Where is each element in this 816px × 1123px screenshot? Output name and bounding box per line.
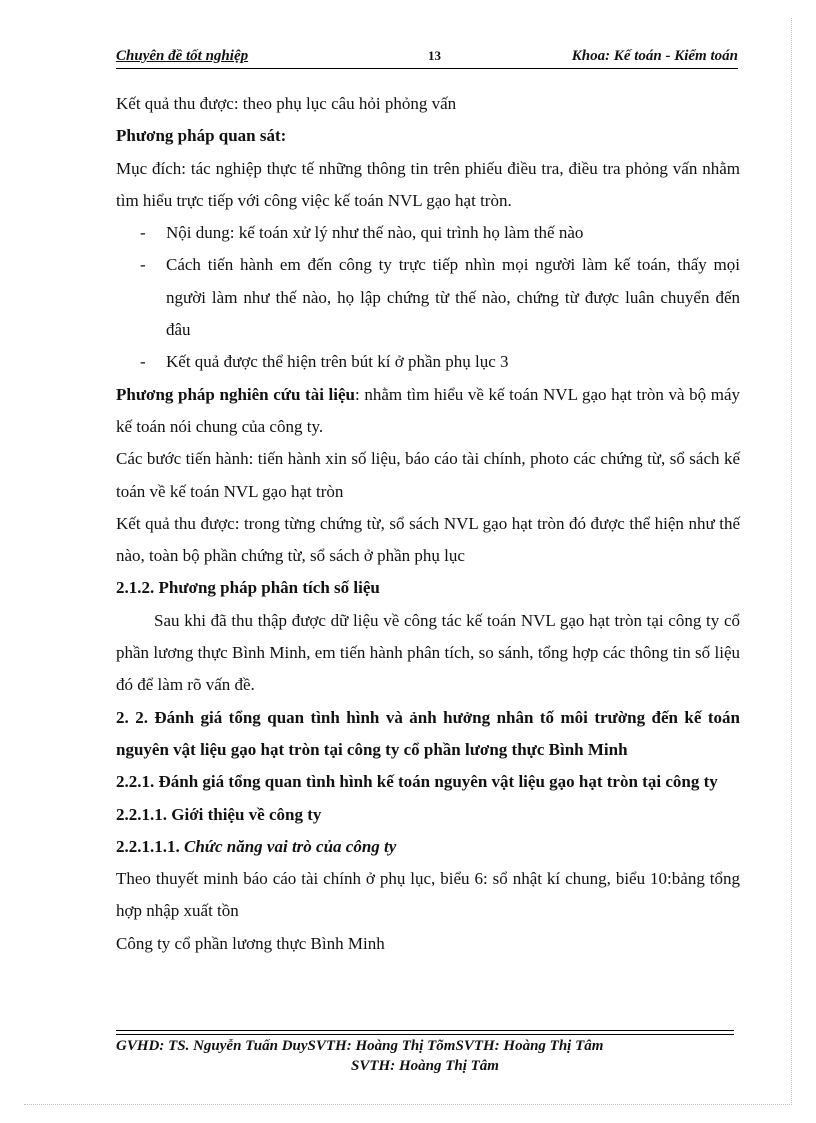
header-thesis-title: Chuyên đề tốt nghiệp xyxy=(116,48,249,64)
paragraph: Kết quả thu được: theo phụ lục câu hỏi phỏng vấn xyxy=(116,94,457,113)
paragraph: Sau khi đã thu thập được dữ liệu về công tác kế toán NVL gạo hạt tròn tại công ty cổ phần lương thực Bình Minh, em tiến hành phân tích, so sánh, tổng hợp các thông tin số liệu đó để làm rõ vấn đề. xyxy=(116,610,740,695)
dash-bullet: - xyxy=(140,255,146,275)
list-item-text: Cách tiến hành em đến công ty trực tiếp nhìn mọi người làm kế toán, thấy mọi người làm như thế nào, họ lập chứng từ thế nào, chứng từ được luân chuyển đến đâu xyxy=(166,255,740,340)
paragraph: Theo thuyết minh báo cáo tài chính ở phụ lục, biểu 6: sổ nhật kí chung, biểu 10:bảng tổng hợp nhập xuất tồn xyxy=(116,869,740,921)
header-faculty: Khoa: Kế toán - Kiểm toán xyxy=(571,48,738,64)
footer-rule xyxy=(116,1030,734,1031)
heading-2-2-1-1: 2.2.1.1. Giới thiệu về công ty xyxy=(116,804,322,824)
list-item xyxy=(116,217,740,249)
paragraph: Mục đích: tác nghiệp thực tế những thông tin trên phiếu điều tra, điều tra phỏng vấn nhằm tìm hiểu trực tiếp với công việc kế toán NVL gạo hạt tròn. xyxy=(116,158,740,210)
page-number: 13 xyxy=(428,48,441,63)
dash-bullet: - xyxy=(140,352,146,372)
paragraph: Các bước tiến hành: tiến hành xin số liệu, báo cáo tài chính, photo các chứng từ, sổ sách kế toán về kế toán NVL gạo hạt tròn xyxy=(116,449,740,501)
document-body xyxy=(116,88,740,960)
list-item xyxy=(116,346,740,378)
footer-student-line: SVTH: Hoàng Thị Tâm xyxy=(351,1058,499,1074)
page-footer xyxy=(116,1036,734,1076)
list-item-text: Nội dung: kế toán xử lý như thế nào, qui trình họ làm thế nào xyxy=(166,223,584,243)
header-rule xyxy=(116,68,738,69)
heading-2-2-1: 2.2.1. Đánh giá tổng quan tình hình kế toán nguyên vật liệu gạo hạt tròn tại công ty xyxy=(116,772,718,792)
paragraph: Kết quả thu được: trong từng chứng từ, sổ sách NVL gạo hạt tròn đó được thể hiện như thế nào, toàn bộ phần chứng từ, sổ sách ở phần phụ lục xyxy=(116,513,740,566)
paragraph xyxy=(116,379,740,444)
heading-2-1-2: 2.1.2. Phương pháp phân tích số liệu xyxy=(116,578,380,598)
paragraph: Công ty cổ phần lương thực Bình Minh xyxy=(116,933,385,953)
heading-title: Chức năng vai trò của công ty xyxy=(184,836,397,856)
heading-2-2-1-1-1 xyxy=(116,831,740,863)
list-item-text: Kết quả được thể hiện trên bút kí ở phần phụ lục 3 xyxy=(166,352,509,372)
heading-observation-method: Phương pháp quan sát: xyxy=(116,126,287,146)
heading-2-2: 2. 2. Đánh giá tổng quan tình hình và ảnh hưởng nhân tố môi trường đến kế toán nguyên vật liệu gạo hạt tròn tại công ty cổ phần lương thực Bình Minh xyxy=(116,707,740,759)
heading-number: 2.2.1.1.1. xyxy=(116,836,184,856)
dash-bullet: - xyxy=(140,223,146,243)
footer-supervisor-line: GVHD: TS. Nguyễn Tuấn DuySVTH: Hoàng Thị TõmSVTH: Hoàng Thị Tâm xyxy=(116,1038,604,1054)
page-header xyxy=(116,46,738,68)
footer-rule xyxy=(116,1034,734,1035)
heading-document-research: Phương pháp nghiên cứu tài liệu xyxy=(116,384,355,404)
list-item xyxy=(116,249,740,346)
paragraph-text: : nhằm tìm hiểu về kế toán NVL gạo hạt tròn và bộ máy kế toán nói chung của công ty. xyxy=(116,384,741,436)
